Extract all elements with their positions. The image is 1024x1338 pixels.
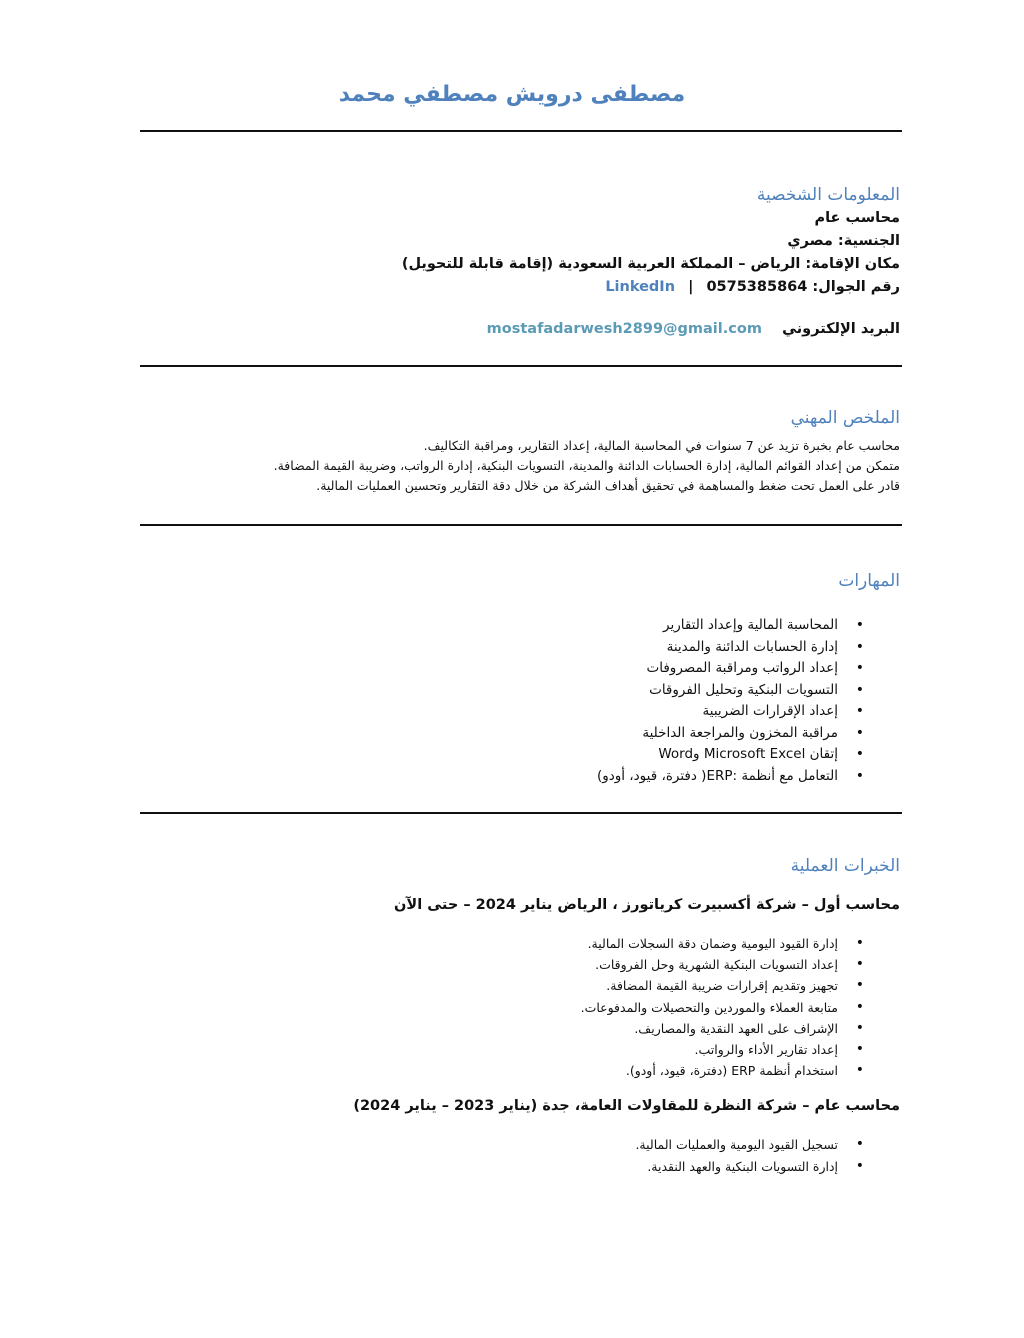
summary-section (140, 408, 900, 496)
job-duties-list (140, 1134, 900, 1176)
divider (140, 524, 902, 526)
personal-info-heading: المعلومات الشخصية (756, 185, 900, 205)
nationality: الجنسية: مصري (787, 233, 900, 249)
job-title: محاسب عام (814, 210, 900, 226)
summary-line: متمكن من إعداد القوائم المالية، إدارة الحسابات الدائنة والمدينة، التسويات البنكية، إدارة الرواتب، وضريبة القيمة المضافة. (273, 458, 900, 473)
duty-item: • إدارة التسويات البنكية والعهد النقدية. (140, 1156, 900, 1177)
duty-item: • متابعة العملاء والموردين والتحصيلات والمدفوعات. (140, 997, 900, 1018)
divider (140, 812, 902, 814)
job-duties-list (140, 933, 900, 1081)
skill-item: • المحاسبة المالية وإعداد التقارير (140, 615, 900, 637)
skill-item: • إعداد الرواتب ومراقبة المصروفات (140, 658, 900, 680)
divider (140, 130, 902, 132)
skill-item: • مراقبة المخزون والمراجعة الداخلية (140, 723, 900, 745)
summary-heading: الملخص المهني (790, 408, 900, 428)
mobile-number: 0575385864 (706, 279, 808, 295)
skills-heading: المهارات (838, 571, 900, 591)
residence: مكان الإقامة: الرياض – المملكة العربية السعودية (إقامة قابلة للتحويل) (401, 256, 900, 272)
duty-item: • تسجيل القيود اليومية والعمليات المالية. (140, 1134, 900, 1155)
duty-item: • إعداد التسويات البنكية الشهرية وحل الفروقات. (140, 954, 900, 975)
duty-item: • تجهيز وتقديم إقرارات ضريبة القيمة المضافة. (140, 975, 900, 996)
skill-item: • إعداد الإقرارات الضريبية (140, 701, 900, 723)
separator: | (688, 279, 694, 295)
email-link[interactable]: mostafadarwesh2899@gmail.com (486, 321, 762, 337)
summary-line: قادر على العمل تحت ضغط والمساهمة في تحقيق أهداف الشركة من خلال دقة التقارير وتحسين العمليات المالية. (316, 478, 900, 493)
skills-section (140, 571, 900, 787)
skill-item: • إتقان Microsoft Excel وWord (140, 744, 900, 766)
candidate-name: مصطفى درويش مصطفي محمد (338, 82, 686, 107)
contact-line (140, 276, 900, 299)
linkedin-link[interactable]: LinkedIn (605, 279, 676, 295)
skills-list (140, 615, 900, 787)
divider (140, 365, 902, 367)
experience-heading: الخبرات العملية (790, 856, 900, 876)
duty-item: • إدارة القيود اليومية وضمان دقة السجلات المالية. (140, 933, 900, 954)
duty-item: • الإشراف على العهد النقدية والمصاريف. (140, 1018, 900, 1039)
skill-item: • التعامل مع أنظمة :ERP( دفترة، قيود، أودو) (140, 766, 900, 788)
summary-text (140, 436, 900, 496)
summary-line: محاسب عام بخبرة تزيد عن 7 سنوات في المحاسبة المالية، إعداد التقارير، ومراقبة التكاليف. (423, 438, 900, 453)
skill-item: • إدارة الحسابات الدائنة والمدينة (140, 637, 900, 659)
email-line (140, 318, 900, 341)
duty-item: • استخدام أنظمة ERP (دفترة، قيود، أودو). (140, 1060, 900, 1081)
job-entry-title: محاسب أول – شركة أكسبيرت كرياتورز ، الرياض يناير 2024 – حتى الآن (394, 897, 900, 913)
job-entry-title: محاسب عام – شركة النظرة للمقاولات العامة، جدة (يناير 2023 – يناير 2024) (353, 1098, 900, 1115)
skill-item: • التسويات البنكية وتحليل الفروقات (140, 680, 900, 702)
personal-info-section (140, 185, 900, 341)
email-label: البريد الإلكتروني (782, 321, 900, 337)
duty-item: • إعداد تقارير الأداء والرواتب. (140, 1039, 900, 1060)
experience-section (140, 856, 900, 1177)
mobile-label: رقم الجوال: (812, 279, 900, 295)
